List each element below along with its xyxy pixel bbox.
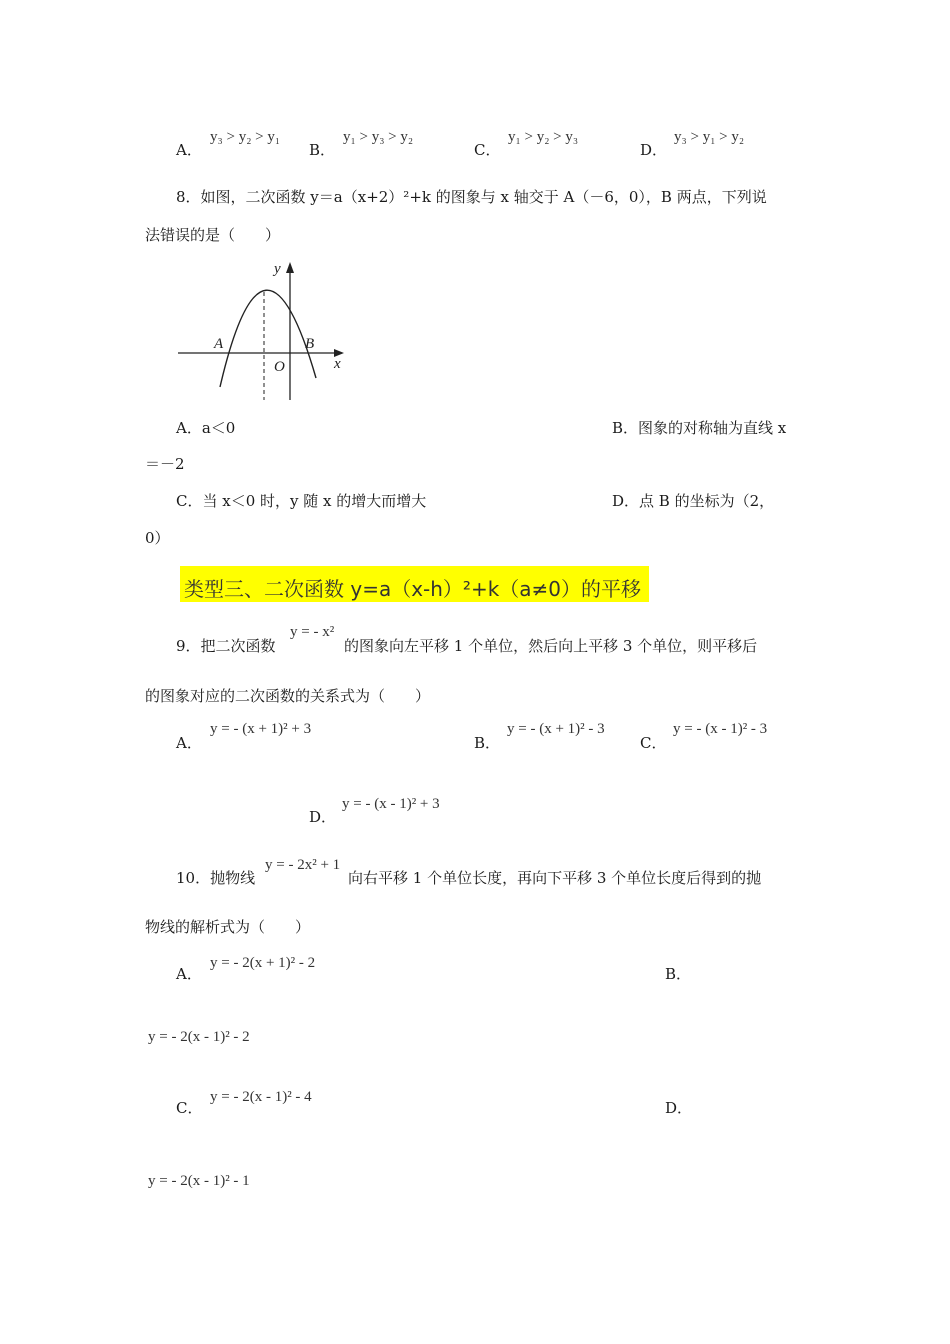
q9-option-d-label: D． — [309, 808, 337, 826]
q10-option-d-label: D． — [665, 1099, 693, 1117]
y-axis-arrow-icon — [286, 262, 294, 273]
q9-option-b-label: B． — [474, 734, 501, 752]
q8-option-b-continued: ＝－2 — [145, 455, 185, 473]
q9-option-d-expr: y = - (x - 1)² + 3 — [342, 796, 440, 812]
q9-stem-prefix: 9．把二次函数 — [176, 637, 276, 655]
q8-parabola-graph — [176, 256, 356, 404]
q10-option-b-expr: y = - 2(x - 1)² - 2 — [148, 1029, 250, 1045]
q10-stem-prefix: 10．抛物线 — [176, 869, 256, 887]
q8-option-d: D．点 B 的坐标为（2， — [612, 492, 775, 510]
q10-option-b-label: B． — [665, 965, 692, 983]
graph-a-label: A — [214, 336, 224, 352]
q9-stem-suffix: 的图象向左平移 1 个单位，然后向上平移 3 个单位，则平移后 — [344, 637, 758, 655]
q9-option-c-label: C． — [640, 734, 667, 752]
q10-option-a-expr: y = - 2(x + 1)² - 2 — [210, 955, 316, 971]
q9-option-c-expr: y = - (x - 1)² - 3 — [673, 721, 768, 737]
q10-stem-line2: 物线的解析式为（ ） — [145, 918, 311, 936]
q10-function-expr: y = - 2x² + 1 — [265, 857, 341, 873]
graph-x-label: x — [334, 356, 341, 372]
q10-option-c-label: C． — [176, 1099, 203, 1117]
q7-option-d-expr: y₃ > y₁ > y₂ — [674, 129, 745, 145]
q9-function-expr: y = - x² — [290, 624, 335, 640]
q10-option-a-label: A． — [176, 965, 202, 983]
graph-o-label: O — [274, 359, 285, 375]
section-title: 类型三、二次函数 y=a（x-h）²+k（a≠0）的平移 — [184, 577, 642, 601]
q10-option-d-expr: y = - 2(x - 1)² - 1 — [148, 1173, 250, 1189]
q9-option-b-expr: y = - (x + 1)² - 3 — [507, 721, 605, 737]
q7-option-a-expr: y₃ > y₂ > y₁ — [210, 129, 281, 145]
q7-option-c-expr: y₁ > y₂ > y₃ — [508, 129, 579, 145]
q9-option-a-expr: y = - (x + 1)² + 3 — [210, 721, 312, 737]
q7-option-d-label: D． — [640, 141, 668, 159]
q10-stem-suffix: 向右平移 1 个单位长度，再向下平移 3 个单位长度后得到的抛 — [348, 869, 762, 887]
graph-b-label: B — [305, 336, 315, 352]
q10-option-c-expr: y = - 2(x - 1)² - 4 — [210, 1089, 312, 1105]
graph-y-label: y — [274, 261, 281, 277]
q9-option-a-label: A． — [176, 734, 202, 752]
q7-option-a-label: A． — [176, 141, 202, 159]
q8-stem-line2: 法错误的是（ ） — [145, 226, 281, 244]
q8-stem-line1: 8．如图，二次函数 y＝a（x+2）²+k 的图象与 x 轴交于 A（－6，0），B 两点，下列说 — [176, 188, 767, 206]
q7-option-c-label: C． — [474, 141, 501, 159]
q9-stem-line2: 的图象对应的二次函数的关系式为（ ） — [145, 687, 431, 705]
q7-option-b-expr: y₁ > y₃ > y₂ — [343, 129, 414, 145]
q8-option-a: A．a＜0 — [176, 419, 236, 437]
q7-option-b-label: B． — [309, 141, 336, 159]
section-title-highlight — [180, 566, 649, 602]
q8-option-b: B．图象的对称轴为直线 x — [612, 419, 787, 437]
parabola-curve — [220, 290, 316, 387]
q8-option-d-continued: 0） — [145, 529, 170, 547]
q8-option-c: C．当 x＜0 时，y 随 x 的增大而增大 — [176, 492, 427, 510]
